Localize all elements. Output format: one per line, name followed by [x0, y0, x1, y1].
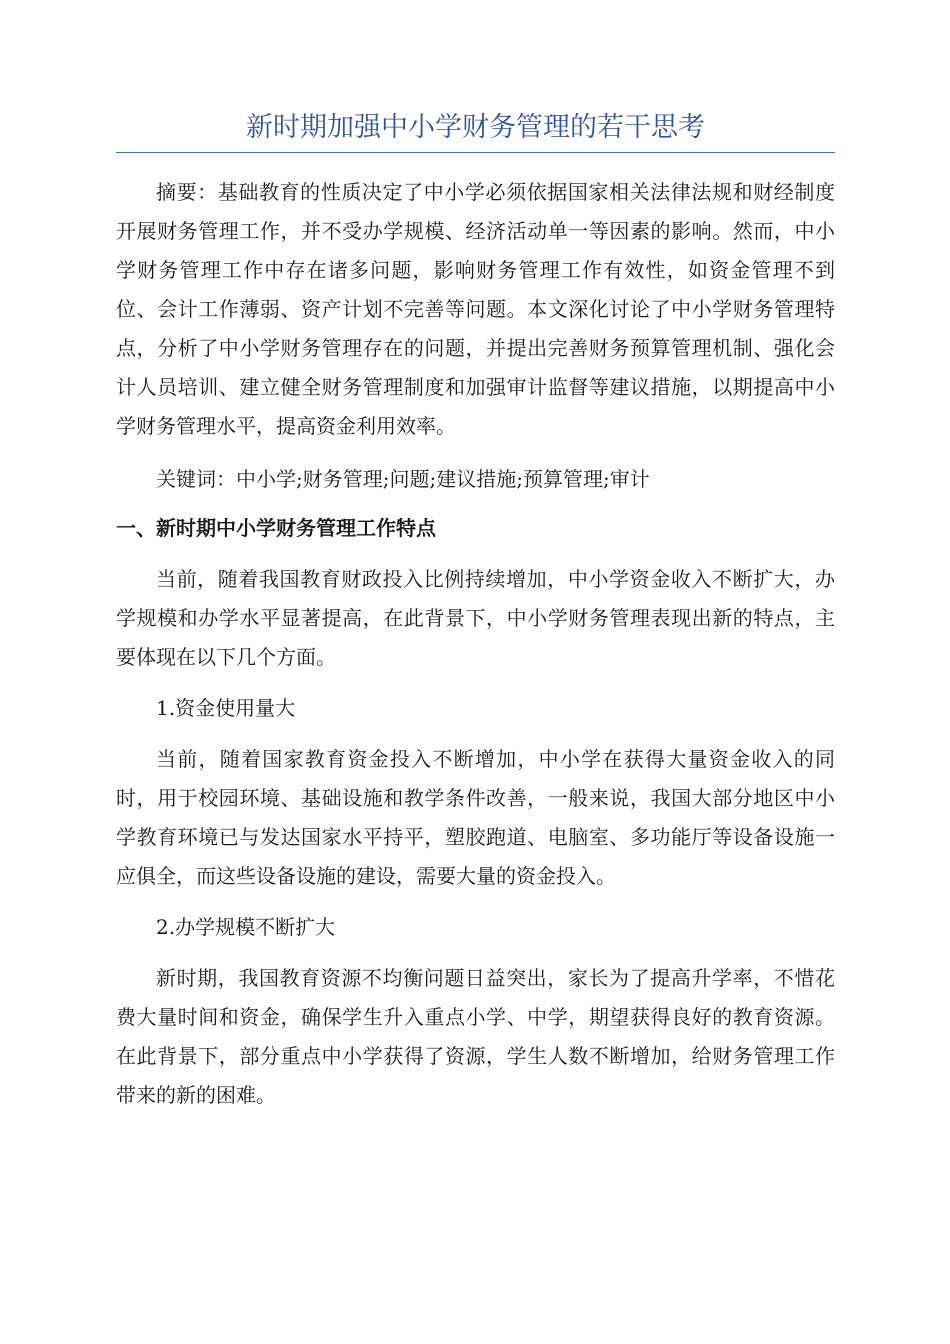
section-heading: 一、新时期中小学财务管理工作特点: [116, 516, 436, 541]
subsection-body-1: 当前，随着国家教育资金投入不断增加，中小学在获得大量资金收入的同时，用于校园环境、基础设施和教学条件改善，一般来说，我国大部分地区中小学教育环境已与发达国家水平持平，塑胶跑道、电脑室、多功能厅等设备设施一应俱全，而这些设备设施的建设，需要大量的资金投入。: [116, 747, 835, 889]
document-title: 新时期加强中小学财务管理的若干思考: [116, 112, 835, 153]
keywords-paragraph: 关键词：中小学;财务管理;问题;建议措施;预算管理;审计: [156, 467, 650, 492]
subsection-title-2: 2.办学规模不断扩大: [156, 915, 336, 940]
subsection-body-2: 新时期，我国教育资源不均衡问题日益突出，家长为了提高升学率，不惜花费大量时间和资金，确保学生升入重点小学、中学，期望获得良好的教育资源。在此背景下，部分重点中小学获得了资源，学生人数不断增加，给财务管理工作带来的新的困难。: [116, 966, 835, 1108]
section-intro-paragraph: 当前，随着我国教育财政投入比例持续增加，中小学资金收入不断扩大，办学规模和办学水平显著提高，在此背景下，中小学财务管理表现出新的特点，主要体现在以下几个方面。: [116, 567, 835, 670]
subsection-title-1: 1.资金使用量大: [156, 696, 296, 721]
abstract-paragraph: 摘要：基础教育的性质决定了中小学必须依据国家相关法律法规和财经制度开展财务管理工作，并不受办学规模、经济活动单一等因素的影响。然而，中小学财务管理工作中存在诸多问题，影响财务管理工作有效性，如资金管理不到位、会计工作薄弱、资产计划不完善等问题。本文深化讨论了中小学财务管理特点，分析了中小学财务管理存在的问题，并提出完善财务预算管理机制、强化会计人员培训、建立健全财务管理制度和加强审计监督等建议措施，以期提高中小学财务管理水平，提高资金利用效率。: [116, 180, 835, 439]
document-page: [116, 112, 835, 1115]
